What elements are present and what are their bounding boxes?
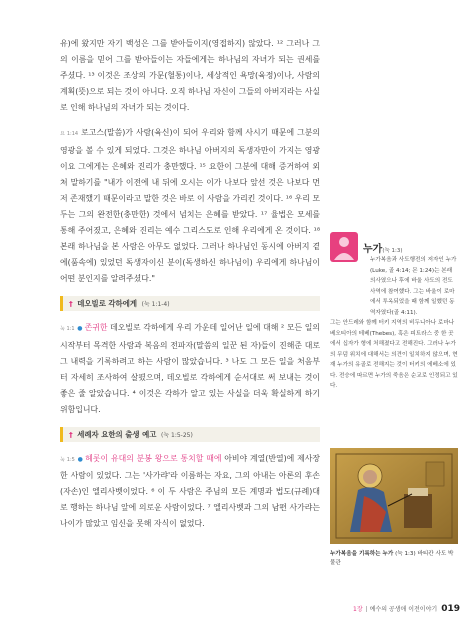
page-number: 019 [441,604,460,614]
verse-ref: 요 1:14 [60,131,79,138]
divider [366,606,367,612]
section-heading-john-birth [60,427,320,442]
paragraph-4: 눅 1:5 ● 헤롯이 유대의 분봉 왕으로 통치할 때에 아비야 계열(반열)에 제사장 한 사람이 있었다. 그는 '사가랴'라 이름하는 자요, 그의 아내는 아론의 후손(자손)인 엘리사벳이었다. ⁶ 이 두 사람은 주님의 모든 계명과 법도(규례)대로 행하는 하나님 앞에 의로운 사람이었다. ⁷ 엘리사벳과 그의 남편 사가랴는 나이가 많았고 임신을 못해 자식이 없었다. [60,453,320,529]
section-heading-luke-prologue [60,296,320,311]
dagger-icon: † [69,299,73,309]
page-footer [300,604,460,618]
sidebar-text [330,255,458,392]
paragraph-3: 눅 1:1 ● 존귀한 데오빌로 각하에게 우리 가운데 일어난 일에 대해 ² 모든 일의 시작부터 목격한 사람과 복음의 전파자(말씀의 일꾼 된 자)들이 진해준 대로 그 내력을 기록하려고 하는 사람이 많았습니다. ³ 나도 그 모든 일을 처음부터 자세히 조사하여 살폈으며, 데오빌로 각하에게 순서대로 써 보내는 것이 좋은 줄 알았습니다. ⁴ 이것은 각하가 알고 있는 사실을 더욱 확실하게 하기 위함입니다. [60,323,320,414]
main-column [60,36,320,541]
figure-caption: 누가복음을 기록하는 누가 (눅 1:3) 바티칸 사도 박물관 [330,551,454,566]
paragraph-2: 요 1:14 로고스(말씀)가 사람(육신)이 되어 우리와 함께 사시기 때문에 그분의 영광을 볼 수 있게 되었다. 그것은 하나님 아버지의 독생자만이 가지는 영광이요 그에게는 은혜와 진리가 충만했다. ¹⁵ 요한이 그분에 대해 증거하여 외쳐 말하기를 "내가 이전에 내 뒤에 오시는 이가 나보다 앞선 것은 나보다 먼저 존재했기 때문이라고 말한 것은 바로 이 사람을 가리킨 것이다. ¹⁶ 우리 모두는 그의 완전한(충만한) 것에서 넘치는 은혜를 받았다. ¹⁷ 율법은 모세를 통해 주어졌고, 은혜와 진리는 예수 그리스도로 인해 우리에게 온 것이다. ¹⁸ 본래 하나님을 본 사람은 아무도 없었다. 그러나 하나님인 동시에 아버지 곁에(품속에) 있었던 독생자이신 분이(독생하신 하나님이) 우리에게 하나님이 어떤 분인지를 알려주셨다." [60,128,320,284]
bullet-dot-icon: ● [77,455,84,463]
luke-painting-image [330,448,458,544]
sidebar-title: 누가(눅 1:3) [363,244,403,255]
bullet-dot-icon: ● [77,325,83,333]
dagger-icon: † [69,429,73,439]
sidebar-intro: 누가복음과 사도행전의 저자인 누가(Luke, 골 4:14; 몬 1:24)는 본래 의사였으나 후에 바울 사도의 전도사역에 참여했다. 그는 바울이 로마에서 투옥되었을 때 함께 일했던 동역자였다(골 4:11). [370,257,457,316]
highlight-text: 존귀한 [84,323,108,333]
footer-section: 예수의 공생애 이전이야기 [369,606,438,613]
section-title: 데오빌로 각하에게 [77,299,137,309]
highlight-text: 헤롯이 유대의 분봉 왕으로 통치할 때에 [85,453,222,463]
section-ref: (눅 1:5-25) [160,431,193,439]
paragraph-1: 유)에 왔지만 자기 백성은 그를 받아들이지(영접하지) 않았다. ¹² 그러나 그의 이름을 믿어 그를 받아들이는 자들에게는 하나님의 자녀가 되는 권세를 주셨다. ¹³ 이것은 조상의 가문(혈통)이나, 세상적인 욕망(육정)이나, 사람의 계획(뜻)으로 되는 것이 아니다. 오직 하나님 자신이 그들의 아버지라는 사실로 인해 하나님의 자녀가 되는 것이다. [60,39,320,113]
sidebar-body: 그는 안드레와 함께 터키 지역의 비두니아나 로마나 베오티아의 테베(Thebes), 혹은 피트라스 중 한 곳에서 십자가 형에 처해졌다고 전해진다. 그러나 누가의 무덤 위치에 대해서는 의견이 일치하지 않으며, 현재 누가의 유골로 전해지는 것이 터키의 에베소에 있다. 전승에 따르면 누가의 죽음은 순교로 인정되고 있다. [330,320,458,389]
footer-chapter: 1장 [353,606,363,613]
section-ref: (눅 1:1-4) [141,301,170,309]
section-title: 세례자 요한의 출생 예고 [77,429,157,439]
